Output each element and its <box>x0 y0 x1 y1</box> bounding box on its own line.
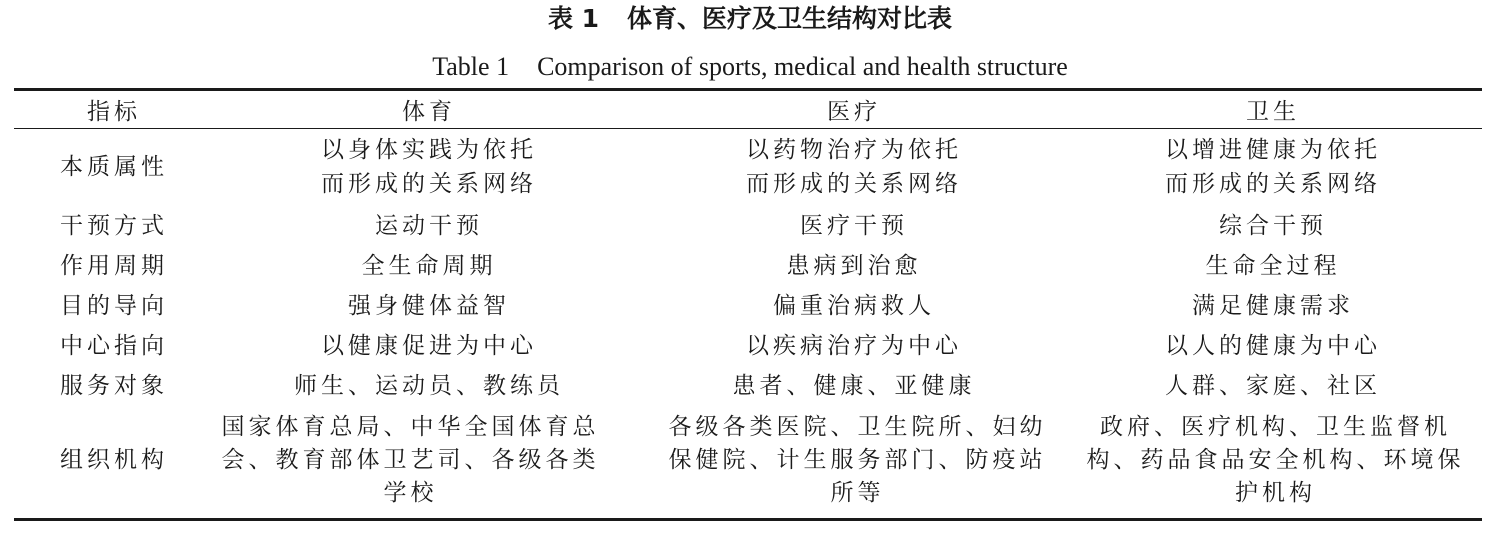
cell-health: 综合干预 <box>1219 213 1327 239</box>
table-row <box>14 326 1482 366</box>
row-label: 作用周期 <box>60 253 168 279</box>
cell-medical: 医疗干预 <box>800 213 908 239</box>
cell-health: 生命全过程 <box>1205 253 1341 279</box>
cell-health <box>1064 406 1482 514</box>
cell-medical <box>644 406 1064 514</box>
header-health: 卫生 <box>1246 99 1300 125</box>
row-label: 中心指向 <box>60 333 168 359</box>
cell-sports <box>214 128 644 206</box>
table-header-row <box>14 91 1482 128</box>
table-bottom-rule <box>14 518 1482 521</box>
cell-text: 政府、医疗机构、卫生监督机构、药品食品安全机构、环境保护机构 <box>1086 413 1465 506</box>
header-sports: 体育 <box>402 99 456 125</box>
cell-text: 各级各类医院、卫生院所、妇幼保健院、计生服务部门、防疫站所等 <box>668 413 1047 506</box>
cell-text: 以药物治疗为依托 而形成的关系网络 <box>746 137 962 197</box>
cell-text: 以增进健康为依托 而形成的关系网络 <box>1165 137 1381 197</box>
comparison-table <box>14 91 1482 514</box>
table-row <box>14 206 1482 246</box>
cell-medical: 偏重治病救人 <box>773 293 935 319</box>
cell-medical: 以疾病治疗为中心 <box>746 333 962 359</box>
cell-sports: 全生命周期 <box>361 253 497 279</box>
cell-health: 以人的健康为中心 <box>1165 333 1381 359</box>
cell-text: 以身体实践为依托 而形成的关系网络 <box>321 137 537 197</box>
row-label: 本质属性 <box>60 154 168 180</box>
cell-health <box>1064 128 1482 206</box>
cell-sports: 以健康促进为中心 <box>321 333 537 359</box>
table-row <box>14 406 1482 514</box>
table-number-english: Table 1 <box>432 52 510 81</box>
cell-medical <box>644 128 1064 206</box>
table-row <box>14 366 1482 406</box>
cell-sports: 强身健体益智 <box>348 293 510 319</box>
cell-text: 国家体育总局、中华全国体育总会、教育部体卫艺司、各级各类学校 <box>221 413 600 506</box>
table-number-chinese: 表 1 <box>547 4 600 33</box>
table-caption-chinese <box>0 4 1500 34</box>
table-row <box>14 286 1482 326</box>
row-label: 组织机构 <box>60 446 168 473</box>
cell-sports <box>214 406 644 514</box>
table-caption-english <box>0 52 1500 82</box>
header-indicator: 指标 <box>87 99 141 125</box>
cell-health: 人群、家庭、社区 <box>1165 373 1381 399</box>
cell-sports: 师生、运动员、教练员 <box>294 373 564 399</box>
table-title-chinese: 体育、医疗及卫生结构对比表 <box>627 4 953 33</box>
cell-sports: 运动干预 <box>375 213 483 239</box>
cell-medical: 患病到治愈 <box>786 253 922 279</box>
row-label: 干预方式 <box>60 213 168 239</box>
cell-health: 满足健康需求 <box>1192 293 1354 319</box>
cell-medical: 患者、健康、亚健康 <box>732 373 976 399</box>
row-label: 服务对象 <box>60 373 168 399</box>
table-row <box>14 128 1482 206</box>
table-row <box>14 246 1482 286</box>
row-label: 目的导向 <box>60 293 168 319</box>
header-medical: 医疗 <box>827 99 881 125</box>
table-title-english: Comparison of sports, medical and health structure <box>537 52 1068 81</box>
